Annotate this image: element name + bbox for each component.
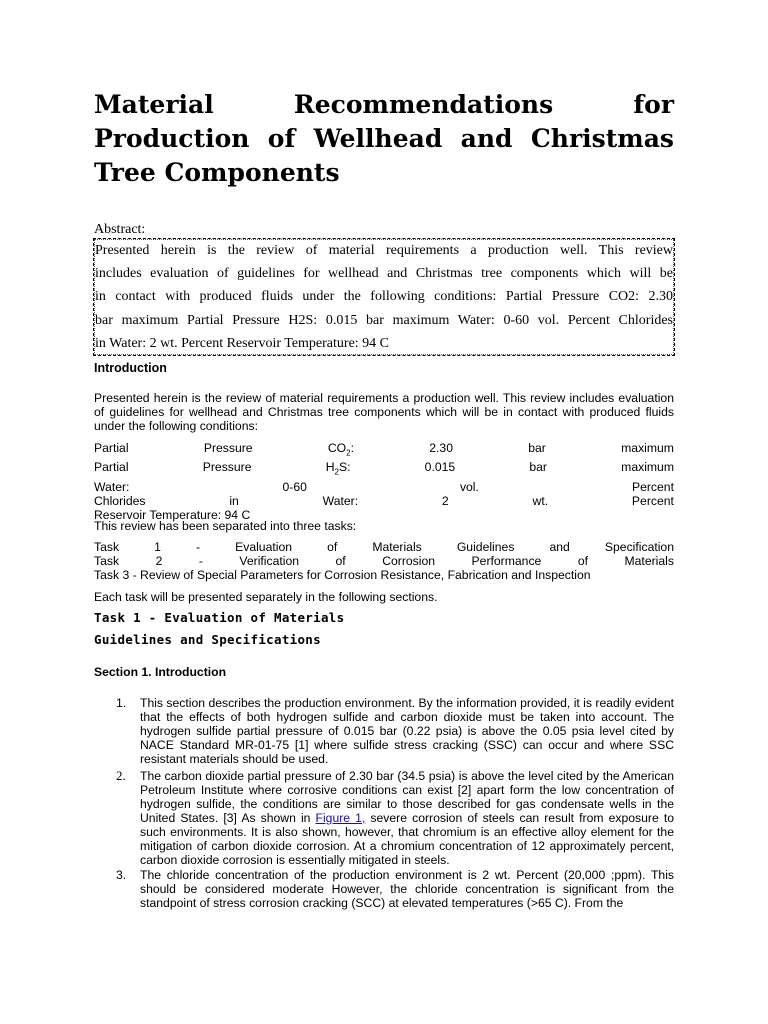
- word: and: [549, 540, 570, 554]
- word: of: [327, 540, 338, 554]
- word: Partial: [94, 460, 129, 475]
- task-3-line: Task 3 - Review of Special Parameters for Corrosion Resistance, Fabrication and Inspection: [94, 568, 591, 582]
- list-item: [94, 868, 674, 910]
- word: S:: [338, 460, 351, 475]
- condition-temperature: Reservoir Temperature: 94 C: [94, 507, 251, 522]
- word: maximum: [621, 460, 674, 475]
- word: Verification: [239, 554, 300, 568]
- abstract-box[interactable]: [93, 238, 675, 356]
- abstract-line: in Water: 2 wt. Percent Reservoir Temperature: 94 C: [95, 335, 390, 351]
- word: of: [335, 554, 346, 568]
- list-item: [94, 769, 674, 867]
- list-item-text: This section describes the production environment. By the information provided, it is readily evident that the effects of both hydrogen sulfide and carbon dioxide must be taken into account. The hydrogen sulfide partial pressure of 0.015 bar (0.22 psia) is above the 0.05 psia level cited by NACE Standard MR-01-75 [1] where sulfide stress cracking (SSC) can occur and where SSC resistant materials should be used.: [140, 696, 674, 766]
- subscript: 2: [346, 448, 351, 458]
- word: CO: [327, 441, 347, 455]
- word: -: [195, 540, 201, 554]
- list-item-text-before: The carbon dioxide partial pressure of 2.30 bar (34.5 psia) is above the level cited by the American Petroleum Institute where corrosive conditions can exist [2] apart form the low concentration of hydrogen sulfide, the conditions are similar to those described for gas condensate wells in the United States. [3] As shown in: [140, 769, 674, 825]
- word: bar: [529, 460, 547, 475]
- word: 0.015: [424, 460, 456, 475]
- condition-chlorides: [94, 494, 674, 508]
- condition-co2: [94, 441, 674, 460]
- word: bar: [528, 441, 546, 455]
- word: Materials: [624, 554, 674, 568]
- word: H: [325, 460, 335, 475]
- task-1-line: [94, 540, 674, 554]
- word: 2: [441, 493, 449, 508]
- word: Guidelines: [456, 540, 515, 554]
- intro-paragraph: Presented herein is the review of material requirements a production well. This review includes evaluation of guidelines for wellhead and Christmas tree components which will be in contact with produced fluids under the following conditions:: [94, 391, 674, 433]
- task1-heading-line1: Task 1 - Evaluation of Materials: [94, 610, 345, 625]
- word: 2: [155, 554, 163, 568]
- list-number: 1.: [116, 696, 127, 710]
- list-number: 3.: [116, 868, 127, 882]
- introduction-heading: Introduction: [94, 361, 167, 375]
- task-2-line: [94, 554, 674, 568]
- word: Evaluation: [235, 540, 293, 554]
- word: Water:: [322, 493, 359, 508]
- list-item-text: The chloride concentration of the production environment is 2 wt. Percent (20,000 ;ppm). This should be considered moderate However, the chloride concentration is significant from the standpoint of stress corrosion cracking (SCC) at elevated temperatures (>65 C). From the: [140, 868, 674, 910]
- condition-h2s: [94, 460, 674, 479]
- list-item-text-after: severe corrosion of steels can result from exposure to such environments. It is also shown, however, that chromium is an effective alloy element for the mitigation of carbon dioxide corrosion. At a chromium concentration of 12 approximately percent, carbon dioxide corrosion is essentially mitigated in steels.: [140, 811, 674, 867]
- abstract-label: Abstract:: [94, 222, 146, 237]
- word: Percent: [631, 479, 674, 494]
- word: Pressure: [202, 460, 252, 475]
- word: wt.: [532, 493, 549, 508]
- abstract-line: in contact with produced fluids under the following conditions: Partial Pressure CO2: 2.30: [95, 289, 673, 305]
- word: Pressure: [203, 441, 253, 455]
- word: of: [577, 554, 588, 568]
- conditions-block: [94, 441, 674, 522]
- word: :: [350, 441, 354, 455]
- word: Corrosion: [382, 554, 436, 568]
- word: Percent: [631, 493, 674, 508]
- word: maximum: [621, 441, 674, 455]
- subscript: 2: [334, 467, 339, 477]
- abstract-line: Presented herein is the review of material requirements a production well. This review: [95, 243, 673, 258]
- list-number: 2.: [116, 768, 126, 783]
- task1-heading-line2: Guidelines and Specifications: [94, 632, 321, 647]
- figure-1-link[interactable]: Figure 1,: [315, 811, 366, 825]
- condition-water: [94, 480, 674, 494]
- word: Water:: [94, 479, 130, 494]
- word: in: [229, 493, 239, 508]
- word: 0-60: [282, 479, 307, 494]
- word: 1: [154, 540, 161, 554]
- word: Chlorides: [94, 493, 146, 508]
- word: Materials: [372, 540, 422, 554]
- tasks-intro: This review has been separated into three tasks:: [94, 519, 357, 533]
- word: Performance: [471, 554, 542, 568]
- word: vol.: [459, 479, 479, 494]
- word: Task: [94, 540, 120, 554]
- document-title: Material Recommendations for Production of Wellhead and Christmas Tree Components: [94, 90, 674, 187]
- word: -: [198, 554, 203, 568]
- co2-label: [328, 441, 354, 460]
- numbered-list: [94, 696, 674, 910]
- abstract-line: includes evaluation of guidelines for wellhead and Christmas tree components which will be: [95, 266, 673, 282]
- word: Specification: [604, 540, 674, 554]
- tasks-list: [94, 540, 674, 582]
- list-item: [94, 696, 674, 766]
- section1-heading: Section 1. Introduction: [94, 665, 227, 679]
- word: Partial: [94, 441, 129, 455]
- abstract-line: bar maximum Partial Pressure H2S: 0.015 bar maximum Water: 0-60 vol. Percent Chlorides: [95, 312, 673, 328]
- word: Task: [94, 554, 120, 568]
- word: 2.30: [429, 441, 453, 455]
- h2s-label: [326, 460, 351, 479]
- tasks-outro: Each task will be presented separately in the following sections.: [94, 590, 438, 604]
